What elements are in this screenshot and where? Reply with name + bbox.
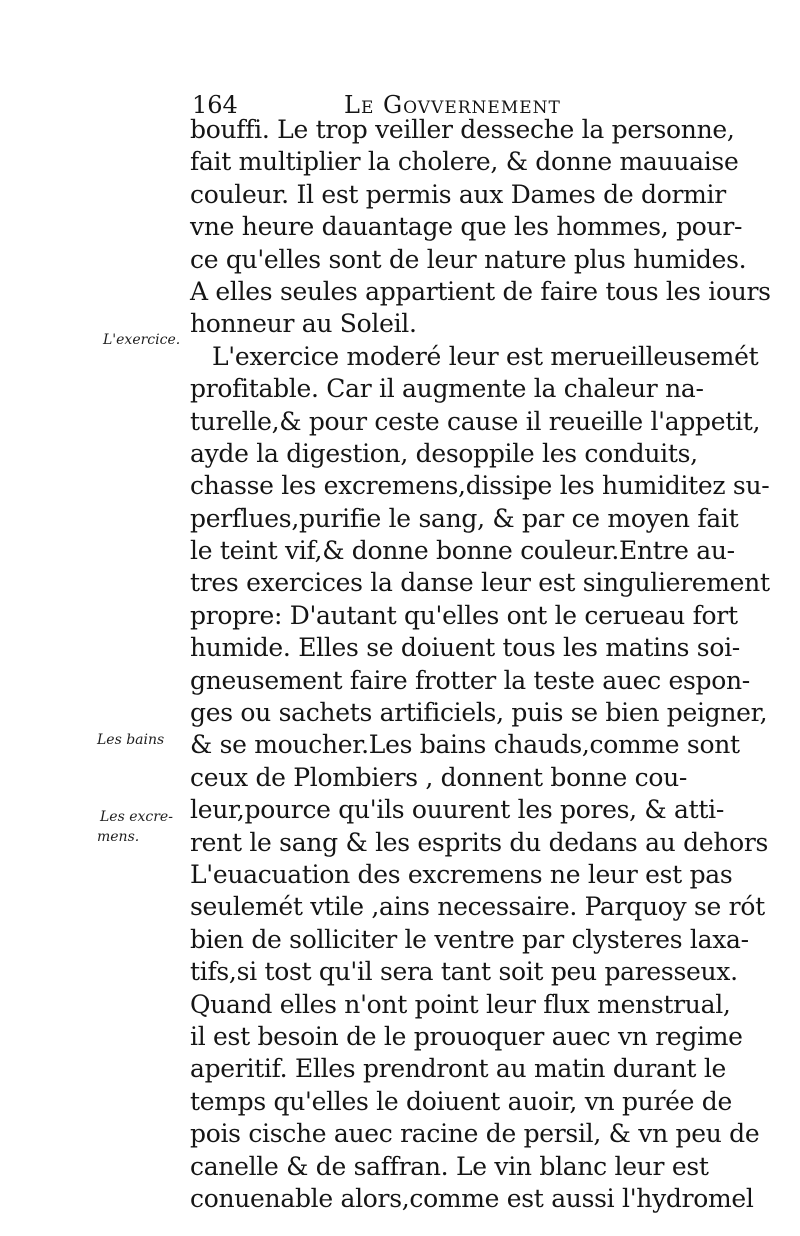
text-line: ce qu'elles sont de leur nature plus humides.: [190, 244, 747, 274]
text-line: perflues,purifie le sang, & par ce moyen fait: [190, 503, 739, 533]
text-line: gneusement faire frotter la teste auec espon-: [190, 665, 750, 695]
text-line: fait multiplier la cholere, & donne mauuaise: [190, 147, 739, 177]
margin-note-exercice: L'exercice.: [103, 332, 181, 348]
text-line: L'exercice moderé leur est merueilleusemét: [212, 341, 759, 371]
text-line: ceux de Plombiers , donnent bonne cou-: [190, 762, 688, 792]
text-line: humide. Elles se doiuent tous les matins soi-: [190, 633, 740, 663]
text-line: bouffi. Le trop veiller desseche la personne,: [190, 115, 735, 144]
text-line: A elles seules appartient de faire tous les iours: [190, 276, 771, 306]
text-line: pois cische auec racine de persil, & vn peu de: [190, 1119, 760, 1149]
text-line: rent le sang & les esprits du dedans au dehors: [190, 827, 769, 857]
text-line: bien de solliciter le ventre par clysteres laxa-: [190, 924, 749, 954]
text-line: conuenable alors,comme est aussi l'hydromel: [190, 1183, 754, 1213]
text-line: ges ou sachets artificiels, puis se bien peigner,: [190, 698, 768, 728]
text-line: L'euacuation des excremens ne leur est pas: [190, 859, 733, 889]
text-line: tifs,si tost qu'il sera tant soit peu paresseux.: [190, 957, 738, 987]
text-line: & se moucher.Les bains chauds,comme sont: [190, 730, 740, 760]
text-line: temps qu'elles le doiuent auoir, vn purée de: [190, 1086, 732, 1116]
text-line: tres exercices la danse leur est singulierement: [190, 568, 770, 598]
text-line: Quand elles n'ont point leur flux menstrual,: [190, 989, 731, 1019]
margin-note-excremens-1: Les excre-: [100, 809, 173, 825]
text-line: le teint vif,& donne bonne couleur.Entre au-: [190, 536, 735, 566]
text-line: canelle & de saffran. Le vin blanc leur est: [190, 1151, 709, 1181]
text-line: turelle,& pour ceste cause il reueille l'appetit,: [190, 406, 761, 436]
text-line: profitable. Car il augmente la chaleur na-: [190, 374, 704, 404]
running-title: Le Govvernement: [344, 91, 561, 119]
text-line: vne heure dauantage que les hommes, pour-: [190, 212, 743, 242]
body-text: [190, 114, 771, 1215]
text-line: aperitif. Elles prendront au matin durant le: [190, 1054, 727, 1084]
margin-note-excremens-2: mens.: [97, 829, 140, 845]
text-line: il est besoin de le prouoquer auec vn regime: [190, 1021, 743, 1051]
page-number: 164: [192, 91, 238, 119]
text-line: ayde la digestion, desoppile les conduits,: [190, 438, 698, 468]
text-line: couleur. Il est permis aux Dames de dormir: [190, 179, 726, 209]
margin-note-bains: Les bains: [97, 732, 165, 748]
text-line: honneur au Soleil.: [190, 309, 417, 339]
text-line: propre: D'autant qu'elles ont le cerueau fort: [190, 600, 738, 630]
text-line: leur,pource qu'ils ouurent les pores, & atti-: [190, 795, 724, 825]
text-line: chasse les excremens,dissipe les humiditez su-: [190, 471, 770, 501]
text-line: seulemét vtile ,ains necessaire. Parquoy se rót: [190, 892, 765, 922]
